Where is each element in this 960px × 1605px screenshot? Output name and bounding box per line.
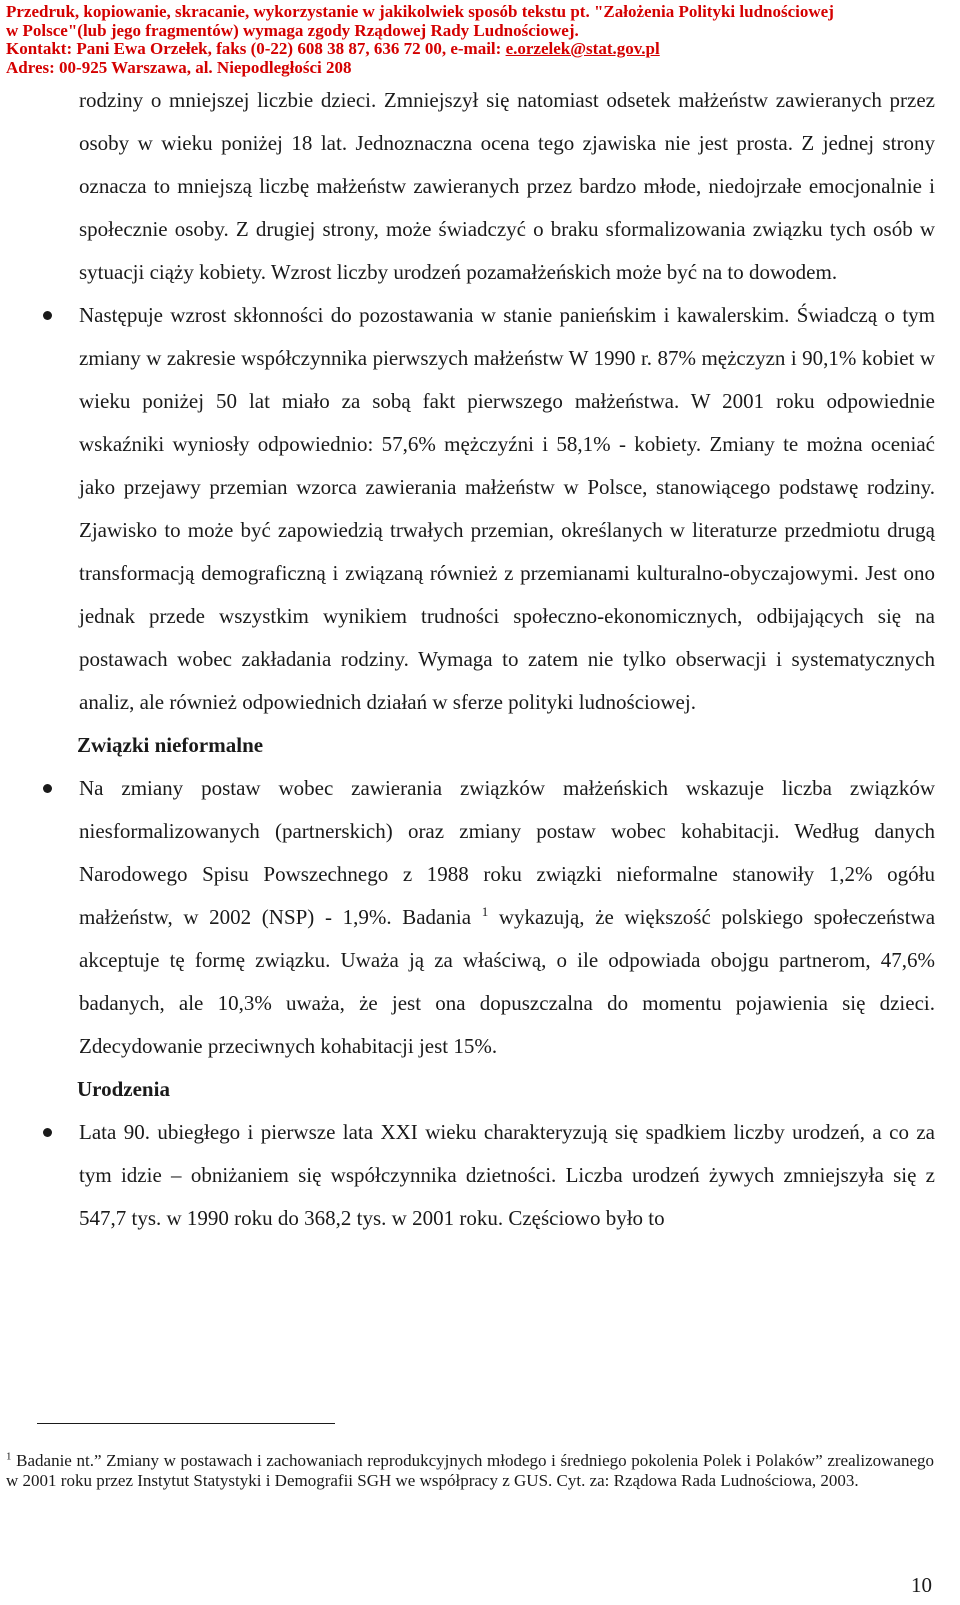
paragraph-continuation: rodziny o mniejszej liczbie dzieci. Zmniejszył się natomiast odsetek małżeństw zawieranych przez osoby w wieku poniżej 18 lat. Jednoznaczna ocena tego zjawiska nie jest prosta. Z jednej strony oznacza to mniejszą liczbę małżeństw zawieranych przez bardzo młode, niedojrzałe emocjonalnie i społecznie osoby. Z drugiej strony, może świadczyć o braku sformalizowania związku tych osób w sytuacji ciąży kobiety. Wzrost liczby urodzeń pozamałżeńskich może być na to dowodem. xyxy=(79,88,935,284)
document-body xyxy=(79,79,935,1240)
bullet-item-marriage-trend xyxy=(79,294,935,724)
section-heading-births: Urodzenia xyxy=(77,1077,170,1101)
paragraph-births: Lata 90. ubiegłego i pierwsze lata XXI wieku charakteryzują się spadkiem liczby urodzeń, a co za tym idzie – obniżaniem się współczynnika dzietności. Liczba urodzeń żywych zmniejszyła się z 547,7 tys. w 1990 roku do 368,2 tys. w 2001 roku. Częściowo było to xyxy=(79,1120,935,1230)
email-link[interactable]: e.orzelek@stat.gov.pl xyxy=(505,39,660,58)
header-line-1: Przedruk, kopiowanie, skracanie, wykorzystanie w jakikolwiek sposób tekstu pt. "Założenia Polityki ludnościowej xyxy=(6,2,834,21)
footnote-marker: 1 xyxy=(6,1450,12,1463)
paragraph-marriage-trend: Następuje wzrost skłonności do pozostawania w stanie panieńskim i kawalerskim. Świadczą o tym zmiany w zakresie współczynnika pierwszych małżeństw W 1990 r. 87% mężczyzn i 90,1% kobiet w wieku poniżej 50 lat miało za sobą fakt pierwszego małżeństwa. W 2001 roku odpowiednie wskaźniki wyniosły odpowiednio: 57,6% mężczyźni i 58,1% - kobiety. Zmiany te można oceniać jako przejawy przemian wzorca zawierania małżeństw w Polsce, stanowiącego podstawę rodziny. Zjawisko to może być zapowiedzią trwałych przemian, określanych w literaturze przedmiotu drugą transformacją demograficzną i związaną również z przemianami kulturalno-obyczajowymi. Jest ono jednak przede wszystkim wynikiem trudności społeczno-ekonomicznych, odbijających się na postawach wobec zakładania rodziny. Wymaga to zatem nie tylko obserwacji i systematycznych analiz, ale również odpowiednich działań w sferze polityki ludnościowej. xyxy=(79,303,935,714)
paragraph-informal-unions xyxy=(79,767,935,1068)
bullet-item-births xyxy=(79,1111,935,1240)
bullet-icon xyxy=(43,784,52,793)
header-line-2: w Polsce"(lub jego fragmentów) wymaga zgody Rządowej Rady Ludnościowej. xyxy=(6,20,579,40)
informal-unions-text-1: Na zmiany postaw wobec zawierania związków małżeńskich wskazuje liczba związków niesformalizowanych (partnerskich) oraz zmiany postaw wobec kohabitacji. Według danych Narodowego Spisu Powszechnego z 1988 roku związki nieformalne stanowiły 1,2% ogółu małżeństw, w 2002 (NSP) - 1,9%. Badania xyxy=(79,776,935,929)
footnote-divider xyxy=(37,1423,335,1424)
bullet-item-informal-unions xyxy=(79,767,935,1068)
bullet-icon xyxy=(43,311,52,320)
informal-unions-text-2: wykazują, że większość polskiego społeczeństwa akceptuje tę formę związku. Uważa ją za właściwą, o ile odpowiada obojgu partnerom, 47,6% badanych, ale 10,3% uważa, że jest ona dopuszczalna do momentu pojawienia się dzieci. Zdecydowanie przeciwnych kohabitacji jest 15%. xyxy=(79,905,936,1058)
footnote xyxy=(6,1451,934,1491)
header-line-3 xyxy=(6,40,956,59)
copyright-header xyxy=(6,3,956,77)
section-heading-informal-unions: Związki nieformalne xyxy=(77,733,264,757)
footnote-reference[interactable]: 1 xyxy=(481,904,489,919)
header-line-4: Adres: 00-925 Warszawa, al. Niepodległości 208 xyxy=(6,57,352,77)
page-number: 10 xyxy=(911,1573,932,1597)
footnote-text: Badanie nt.” Zmiany w postawach i zachowaniach reprodukcyjnych młodego i średniego pokolenia Polek i Polaków” zrealizowanego w 2001 roku przez Instytut Statystyki i Demografii SGH we współpracy z GUS. Cyt. za: Rządowa Rada Ludnościowa, 2003. xyxy=(6,1451,934,1490)
bullet-icon xyxy=(43,1128,52,1137)
contact-text: Kontakt: Pani Ewa Orzełek, faks (0-22) 608 38 87, 636 72 00, e-mail: xyxy=(6,39,506,58)
